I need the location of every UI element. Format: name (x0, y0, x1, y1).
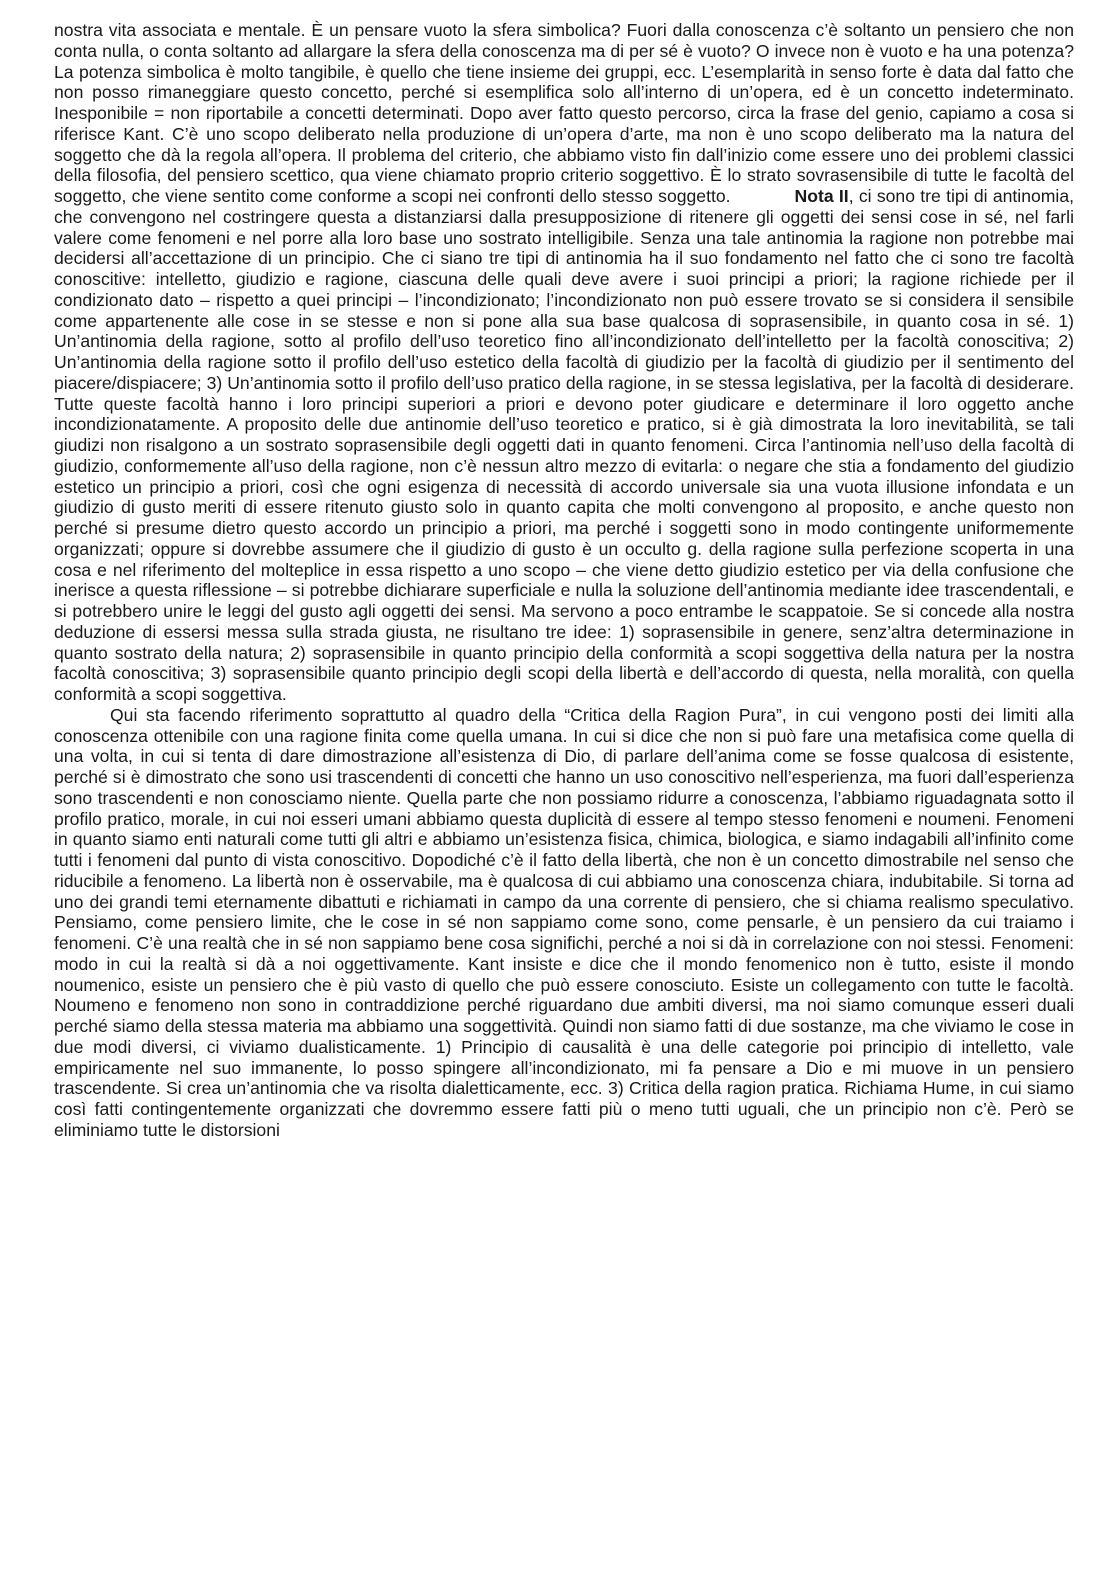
paragraph-nota-ii (54, 20, 1074, 705)
nota-label: Nota II (794, 186, 849, 206)
paragraph-text-part1: nostra vita associata e mentale. È un pensare vuoto la sfera simbolica? Fuori dalla conoscenza c’è soltanto un pensiero che non conta nulla, o conta soltanto ad allargare la sfera della conoscenza ma di per sé è vuoto? O invece non è vuoto e ha una potenza? La potenza simbolica è molto tangibile, è quello che tiene insieme dei gruppi, ecc. L’esemplarità in senso forte è data dal fatto che non posso rimaneggiare questo concetto, perché si esemplifica solo all’interno di un’opera, ed è un concetto indeterminato. Inesponibile = non riportabile a concetti determinati. Dopo aver fatto questo percorso, circa la frase del genio, capiamo a cosa si riferisce Kant. C’è uno scopo deliberato nella produzione di un’opera d’arte, ma non è uno scopo deliberato ma la natura del soggetto che dà la regola all’opera. Il problema del criterio, che abbiamo visto fin dall’inizio come essere uno dei problemi classici della filosofia, del pensiero scettico, qua viene chiamato proprio criterio soggettivo. È lo strato sovrasensibile di tutte le facoltà del soggetto, che viene sentito come conforme a scopi nei confronti dello stesso soggetto. (54, 20, 1074, 206)
paragraph-critica-ragion-pura: Qui sta facendo riferimento soprattutto al quadro della “Critica della Ragion Pura”, in cui vengono posti dei limiti alla conoscenza ottenibile con una ragione finita come quella umana. In cui si dice che non si può fare una metafisica come quella di una volta, in cui si tenta di dare dimostrazione all’esistenza di Dio, di parlare dell’anima come se fosse qualcosa di esistente, perché si è dimostrato che sono usi trascendenti di concetti che hanno un uso conoscitivo nell’esperienza, ma fuori dall’esperienza sono trascendenti e non conosciamo niente. Quella parte che non possiamo ridurre a conoscenza, l’abbiamo riguadagnata sotto il profilo pratico, morale, in cui noi esseri umani abbiamo questa duplicità di essere al tempo stesso fenomeni e noumeni. Fenomeni in quanto siamo enti naturali come tutti gli altri e abbiamo un’esistenza fisica, chimica, biologica, e siamo indagabili all’infinito come tutti i fenomeni dal punto di vista conoscitivo. Dopodiché c’è il fatto della libertà, che non è un concetto dimostrabile nel senso che riducibile a fenomeno. La libertà non è osservabile, ma è qualcosa di cui abbiamo una conoscenza chiara, indubitabile. Si torna ad uno dei grandi temi eternamente dibattuti e richiamati in campo da una corrente di pensiero, che si chiama realismo speculativo. Pensiamo, come pensiero limite, che le cose in sé non sappiamo come sono, come pensarle, è un pensiero da cui traiamo i fenomeni. C’è una realtà che in sé non sappiamo bene cosa significhi, perché a noi si dà in correlazione con noi stessi. Fenomeni: modo in cui la realtà si dà a noi oggettivamente. Kant insiste e dice che il mondo fenomenico non è tutto, esiste il mondo noumenico, esiste un pensiero che è più vasto di quello che può essere conosciuto. Esiste un collegamento con tutte le facoltà. Noumeno e fenomeno non sono in contraddizione perché riguardano due ambiti diversi, ma noi siamo comunque esseri duali perché siamo della stessa materia ma abbiamo una soggettività. Quindi non siamo fatti di due sostanze, ma che viviamo le cose in due modi diversi, ci viviamo dualisticamente. 1) Principio di causalità è una delle categorie poi principio di intelletto, vale empiricamente nel suo immanente, lo posso spingere all’incondizionato, mi fa pensare a Dio e mi muove in un pensiero trascendente. Si crea un’antinomia che va risolta dialetticamente, ecc. 3) Critica della ragion pratica. Richiama Hume, in cui siamo così fatti contingentemente organizzati che dovremmo essere fatti più o meno tutti uguali, che un principio non c’è. Però se eliminiamo tutte le distorsioni (54, 704, 1074, 1140)
paragraph-text-part2: , ci sono tre tipi di antinomia, che convengono nel costringere questa a distanziarsi dalla presupposizione di ritenere gli oggetti dei sensi cose in sé, nel farli valere come fenomeni e nel porre alla loro base uno sostrato intelligibile. Senza una tale antinomia la ragione non potrebbe mai decidersi all’accettazione di un principio. Che ci siano tre tipi di antinomia ha il suo fondamento nel fatto che ci sono tre facoltà conoscitive: intelletto, giudizio e ragione, ciascuna delle quali deve avere i suoi principi a priori; la ragione richiede per il condizionato dato – rispetto a quei principi – l’incondizionato; l’incondizionato non può essere trovato se si considera il sensibile come appartenente alle cose in se stesse e non si pone alla sua base qualcosa di soprasensibile, in quanto cosa in sé. 1) Un’antinomia della ragione, sotto al profilo dell’uso teoretico fino all’incondizionato dell’intelletto per la facoltà conoscitiva; 2) Un’antinomia della ragione sotto il profilo dell’uso estetico della facoltà di giudizio per la facoltà di giudizio per il sentimento del piacere/dispiacere; 3) Un’antinomia sotto il profilo dell’uso pratico della ragione, in se stessa legislativa, per la facoltà di desiderare. Tutte queste facoltà hanno i loro principi superiori a priori e devono poter giudicare e determinare il loro oggetto anche incondizionatamente. A proposito delle due antinomie dell’uso teoretico e pratico, si è già dimostrata la loro inevitabilità, se tali giudizi non risalgono a un sostrato soprasensibile degli oggetti dati in quanto fenomeni. Circa l’antinomia nell’uso della facoltà di giudizio, conformemente all’uso della ragione, non c’è nessun altro mezzo di evitarla: o negare che stia a fondamento del giudizio estetico un principio a priori, così che ogni esigenza di necessità di accordo universale sia una vuota illusione infondata e un giudizio di gusto meriti di essere ritenuto giusto solo in quanto capita che molti convengono al proposito, e anche questo non perché si presume dietro questo accordo un principio a priori, ma perché i soggetti sono in modo contingente uniformemente organizzati; oppure si dovrebbe assumere che il giudizio di gusto è un occulto g. della ragione sulla perfezione scoperta in una cosa e nel riferimento del molteplice in essa rispetto a uno scopo – che viene detto giudizio estetico per via della confusione che inerisce a questa riflessione – si potrebbe dichiarare superficiale e nulla la soluzione dell’antinomia mediante idee trascendentali, e si potrebbero unire le leggi del gusto agli oggetti dei sensi. Ma servono a poco entrambe le scappatoie. Se si concede alla nostra deduzione di essersi messa sulla strada giusta, ne risultano tre idee: 1) soprasensibile in genere, senz’altra determinazione in quanto sostrato della natura; 2) soprasensibile in quanto principio della conformità a scopi soggettiva della natura per la nostra facoltà conoscitiva; 3) soprasensibile quanto principio degli scopi della libertà e dell’accordo di questa, nella moralità, con quella conformità a scopi soggettiva. (54, 186, 1074, 704)
document-page (54, 20, 1074, 1560)
